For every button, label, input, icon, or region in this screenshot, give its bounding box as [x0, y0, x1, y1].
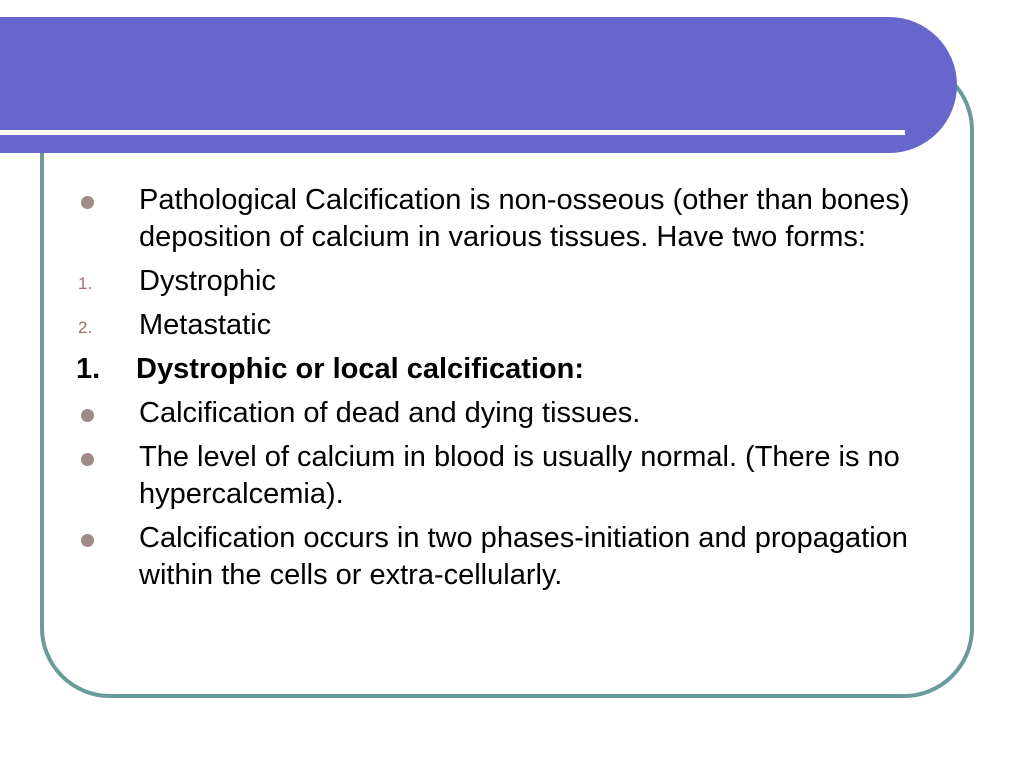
bullet-dot-icon	[81, 196, 94, 209]
bullet-text: Pathological Calcification is non-osseous (other than bones) deposition of calcium in various tissues. Have two forms:	[139, 184, 910, 253]
heading-text: Dystrophic or local calcification:	[136, 353, 584, 385]
numbered-text: Dystrophic	[139, 265, 276, 297]
numbered-text: Metastatic	[139, 309, 272, 341]
section-heading	[76, 351, 956, 388]
bullet-item	[76, 520, 956, 594]
bullet-item	[76, 395, 956, 432]
numbered-item	[76, 263, 956, 300]
bullet-item	[76, 439, 956, 513]
bullet-item	[76, 182, 956, 256]
bullet-text: Calcification of dead and dying tissues.	[139, 397, 641, 429]
number-marker: 1.	[78, 274, 93, 293]
number-marker: 2.	[78, 318, 93, 337]
heading-number: 1.	[76, 353, 101, 385]
bullet-dot-icon	[81, 534, 94, 547]
bullet-text: Calcification occurs in two phases-initiation and propagation within the cells or extra-cellularly.	[139, 522, 908, 591]
numbered-item	[76, 307, 956, 344]
bullet-text: The level of calcium in blood is usually normal. (There is no hypercalcemia).	[139, 441, 900, 510]
slide-body	[76, 182, 956, 601]
title-underline	[0, 130, 905, 135]
bullet-dot-icon	[81, 409, 94, 422]
bullet-dot-icon	[81, 453, 94, 466]
